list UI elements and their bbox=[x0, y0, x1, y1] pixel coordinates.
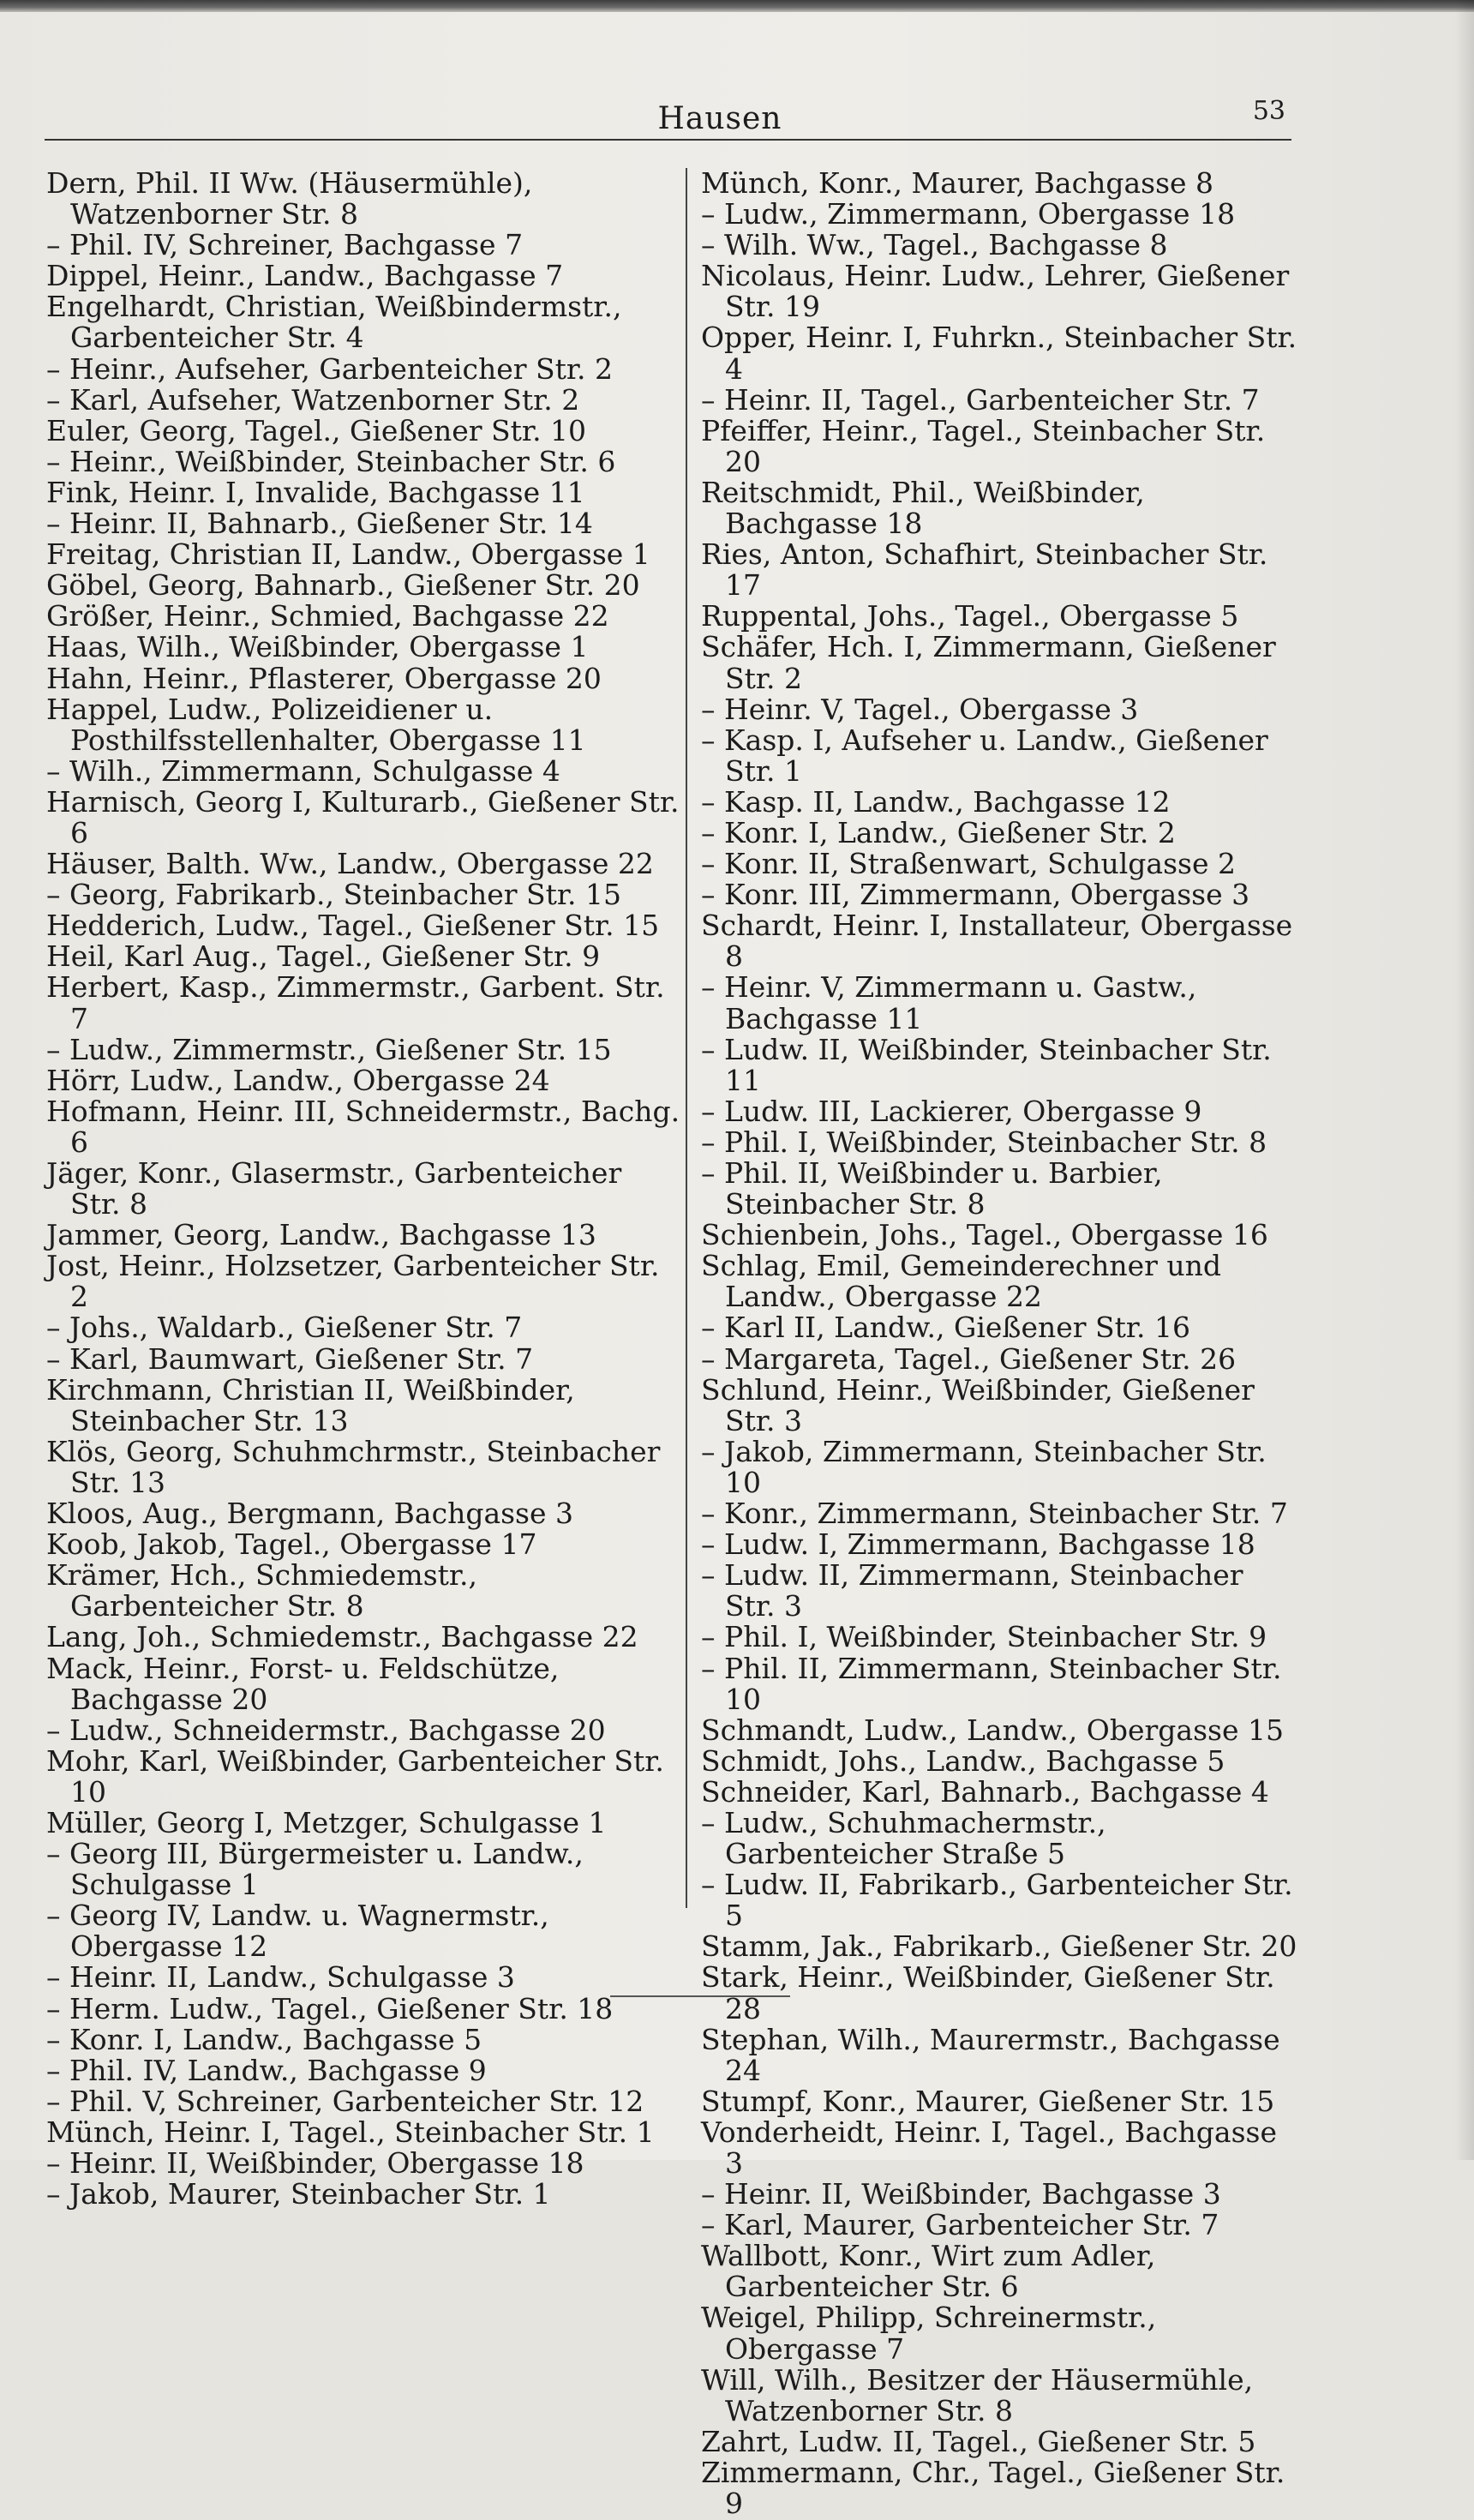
directory-entry: Stark, Heinr., Weißbinder, Gießener Str. 28 bbox=[701, 1960, 1275, 2025]
directory-entry: – Ludw., Zimmermstr., Gießener Str. 15 bbox=[46, 1032, 612, 1066]
directory-entry: – Heinr. II, Bahnarb., Gießener Str. 14 bbox=[46, 507, 593, 541]
page-title: Hausen bbox=[657, 101, 782, 136]
directory-entry: – Jakob, Zimmermann, Steinbacher Str. 10 bbox=[701, 1434, 1267, 1499]
directory-entry: Größer, Heinr., Schmied, Bachgasse 22 bbox=[46, 599, 609, 633]
directory-entry: Schlag, Emil, Gemeinderechner und Landw., Obergasse 22 bbox=[701, 1249, 1222, 1314]
directory-entry: Heil, Karl Aug., Tagel., Gießener Str. 9 bbox=[46, 939, 601, 974]
directory-column-left bbox=[46, 168, 680, 2210]
directory-entry: Stumpf, Konr., Maurer, Gießener Str. 15 bbox=[701, 2084, 1275, 2118]
directory-entry: – Heinr. V, Zimmermann u. Gastw., Bachgasse 11 bbox=[701, 970, 1197, 1035]
directory-entry: – Heinr. II, Weißbinder, Bachgasse 3 bbox=[701, 2177, 1221, 2211]
directory-entry: Stamm, Jak., Fabrikarb., Gießener Str. 20 bbox=[701, 1929, 1297, 1964]
directory-entry: Koob, Jakob, Tagel., Obergasse 17 bbox=[46, 1527, 537, 1562]
directory-entry: – Phil. II, Zimmermann, Steinbacher Str. 10 bbox=[701, 1651, 1282, 1716]
directory-entry: Vonderheidt, Heinr. I, Tagel., Bachgasse 3 bbox=[701, 2115, 1277, 2180]
directory-entry: – Ludw. II, Zimmermann, Steinbacher Str. 3 bbox=[701, 1558, 1243, 1623]
directory-entry: – Margareta, Tagel., Gießener Str. 26 bbox=[701, 1341, 1237, 1376]
directory-entry: Müller, Georg I, Metzger, Schulgasse 1 bbox=[46, 1805, 607, 1839]
directory-entry: Göbel, Georg, Bahnarb., Gießener Str. 20 bbox=[46, 568, 640, 603]
directory-entry: Mohr, Karl, Weißbinder, Garbenteicher Str. 10 bbox=[46, 1743, 664, 1809]
directory-entry: Lang, Joh., Schmiedemstr., Bachgasse 22 bbox=[46, 1620, 638, 1654]
directory-entry: Münch, Konr., Maurer, Bachgasse 8 bbox=[701, 166, 1214, 200]
directory-entry: – Ludw. II, Fabrikarb., Garbenteicher Str. 5 bbox=[701, 1868, 1293, 1933]
directory-entry: – Heinr. II, Landw., Schulgasse 3 bbox=[46, 1960, 515, 1995]
gutter-shadow bbox=[1455, 0, 1474, 2160]
directory-entry: Jost, Heinr., Holzsetzer, Garbenteicher Str. 2 bbox=[46, 1249, 660, 1314]
directory-entry: – Phil. II, Weißbinder u. Barbier, Steinbacher Str. 8 bbox=[701, 1156, 1163, 1221]
directory-entry: Hörr, Ludw., Landw., Obergasse 24 bbox=[46, 1063, 550, 1097]
directory-entry: – Karl, Maurer, Garbenteicher Str. 7 bbox=[701, 2208, 1219, 2242]
directory-entry: Dern, Phil. II Ww. (Häusermühle), Watzenborner Str. 8 bbox=[46, 166, 533, 231]
directory-entry: – Heinr., Weißbinder, Steinbacher Str. 6 bbox=[46, 444, 616, 478]
directory-entry: Happel, Ludw., Polizeidiener u. Posthilfsstellenhalter, Obergasse 11 bbox=[46, 692, 586, 757]
directory-entry: Herbert, Kasp., Zimmermstr., Garbent. Str. 7 bbox=[46, 970, 665, 1035]
directory-entry: – Phil. I, Weißbinder, Steinbacher Str. 8 bbox=[701, 1125, 1267, 1159]
directory-entry: Zimmermann, Chr., Tagel., Gießener Str. 9 bbox=[701, 2455, 1285, 2520]
directory-entry: Ruppental, Johs., Tagel., Obergasse 5 bbox=[701, 599, 1239, 633]
directory-entry: Hofmann, Heinr. III, Schneidermstr., Bachg. 6 bbox=[46, 1094, 680, 1159]
directory-entry: Krämer, Hch., Schmiedemstr., Garbenteicher Str. 8 bbox=[46, 1558, 478, 1623]
directory-entry: Häuser, Balth. Ww., Landw., Obergasse 22 bbox=[46, 847, 654, 881]
directory-entry: – Heinr. V, Tagel., Obergasse 3 bbox=[701, 692, 1139, 726]
directory-entry: – Wilh. Ww., Tagel., Bachgasse 8 bbox=[701, 228, 1168, 262]
header-rule bbox=[45, 139, 1291, 141]
directory-entry: Hahn, Heinr., Pflasterer, Obergasse 20 bbox=[46, 661, 602, 695]
directory-entry: Münch, Heinr. I, Tagel., Steinbacher Str. 1 bbox=[46, 2115, 655, 2149]
directory-entry: – Johs., Waldarb., Gießener Str. 7 bbox=[46, 1311, 523, 1345]
directory-entry: Dippel, Heinr., Landw., Bachgasse 7 bbox=[46, 259, 564, 293]
directory-entry: Jäger, Konr., Glasermstr., Garbenteicher Str. 8 bbox=[46, 1156, 622, 1221]
directory-column-right bbox=[701, 168, 1301, 2519]
directory-entry: – Ludw., Zimmermann, Obergasse 18 bbox=[701, 197, 1236, 231]
directory-entry: Schienbein, Johs., Tagel., Obergasse 16 bbox=[701, 1218, 1268, 1252]
directory-entry: Reitschmidt, Phil., Weißbinder, Bachgasse 18 bbox=[701, 475, 1145, 541]
directory-entry: Mack, Heinr., Forst- u. Feldschütze, Bachgasse 20 bbox=[46, 1651, 560, 1716]
directory-entry: – Kasp. II, Landw., Bachgasse 12 bbox=[701, 784, 1171, 819]
directory-entry: Harnisch, Georg I, Kulturarb., Gießener Str. 6 bbox=[46, 784, 680, 849]
directory-entry: – Phil. I, Weißbinder, Steinbacher Str. 9 bbox=[701, 1620, 1267, 1654]
directory-entry: Engelhardt, Christian, Weißbindermstr., Garbenteicher Str. 4 bbox=[46, 290, 622, 355]
directory-entry: – Konr. I, Landw., Gießener Str. 2 bbox=[701, 815, 1176, 849]
directory-entry: – Phil. IV, Schreiner, Bachgasse 7 bbox=[46, 228, 524, 262]
directory-entry: – Konr. II, Straßenwart, Schulgasse 2 bbox=[701, 847, 1236, 881]
directory-entry: Jammer, Georg, Landw., Bachgasse 13 bbox=[46, 1218, 596, 1252]
directory-entry: Freitag, Christian II, Landw., Obergasse 1 bbox=[46, 537, 650, 572]
directory-entry: Nicolaus, Heinr. Ludw., Lehrer, Gießener Str. 19 bbox=[701, 259, 1290, 324]
directory-entry: – Ludw. III, Lackierer, Obergasse 9 bbox=[701, 1094, 1202, 1128]
directory-entry: Schmandt, Ludw., Landw., Obergasse 15 bbox=[701, 1713, 1284, 1747]
directory-entry: Kloos, Aug., Bergmann, Bachgasse 3 bbox=[46, 1497, 574, 1531]
footer-rule bbox=[610, 1995, 790, 1997]
directory-entry: – Ludw., Schneidermstr., Bachgasse 20 bbox=[46, 1713, 606, 1747]
directory-entry: Klös, Georg, Schuhmchrmstr., Steinbacher Str. 13 bbox=[46, 1434, 661, 1499]
directory-entry: – Wilh., Zimmermann, Schulgasse 4 bbox=[46, 753, 560, 788]
directory-entry: – Karl, Baumwart, Gießener Str. 7 bbox=[46, 1341, 534, 1376]
directory-entry: Fink, Heinr. I, Invalide, Bachgasse 11 bbox=[46, 475, 585, 509]
directory-entry: Schneider, Karl, Bahnarb., Bachgasse 4 bbox=[701, 1774, 1269, 1809]
directory-entry: – Ludw., Schuhmachermstr., Garbenteicher Straße 5 bbox=[701, 1805, 1106, 1871]
directory-entry: – Karl, Aufseher, Watzenborner Str. 2 bbox=[46, 382, 580, 417]
directory-entry: Haas, Wilh., Weißbinder, Obergasse 1 bbox=[46, 630, 589, 664]
directory-entry: Will, Wilh., Besitzer der Häusermühle, Watzenborner Str. 8 bbox=[701, 2362, 1254, 2427]
directory-entry: – Georg III, Bürgermeister u. Landw., Schulgasse 1 bbox=[46, 1837, 584, 1902]
directory-entry: Stephan, Wilh., Maurermstr., Bachgasse 24 bbox=[701, 2022, 1280, 2087]
directory-entry: – Heinr. II, Tagel., Garbenteicher Str. 7 bbox=[701, 382, 1260, 417]
directory-entry: – Karl II, Landw., Gießener Str. 16 bbox=[701, 1311, 1191, 1345]
page-number: 53 bbox=[1252, 96, 1285, 126]
directory-entry: Opper, Heinr. I, Fuhrkn., Steinbacher Str. 4 bbox=[701, 321, 1297, 386]
directory-entry: Schmidt, Johs., Landw., Bachgasse 5 bbox=[701, 1743, 1225, 1778]
scan-edge-shadow bbox=[0, 0, 1474, 12]
directory-entry: – Heinr. II, Weißbinder, Obergasse 18 bbox=[46, 2146, 584, 2180]
directory-entry: – Konr., Zimmermann, Steinbacher Str. 7 bbox=[701, 1497, 1288, 1531]
directory-entry: Euler, Georg, Tagel., Gießener Str. 10 bbox=[46, 413, 587, 447]
directory-entry: Schardt, Heinr. I, Installateur, Obergasse 8 bbox=[701, 909, 1293, 974]
directory-entry: Schlund, Heinr., Weißbinder, Gießener Str. 3 bbox=[701, 1372, 1255, 1437]
directory-entry: Pfeiffer, Heinr., Tagel., Steinbacher Str. 20 bbox=[701, 413, 1266, 478]
directory-entry: Zahrt, Ludw. II, Tagel., Gießener Str. 5 bbox=[701, 2424, 1256, 2458]
directory-entry: – Herm. Ludw., Tagel., Gießener Str. 18 bbox=[46, 1991, 614, 2025]
directory-entry: Kirchmann, Christian II, Weißbinder, Steinbacher Str. 13 bbox=[46, 1372, 575, 1437]
directory-entry: Hedderich, Ludw., Tagel., Gießener Str. 15 bbox=[46, 909, 660, 943]
directory-entry: – Georg, Fabrikarb., Steinbacher Str. 15 bbox=[46, 878, 621, 912]
directory-entry: – Ludw. II, Weißbinder, Steinbacher Str. 11 bbox=[701, 1032, 1272, 1097]
directory-entry: – Ludw. I, Zimmermann, Bachgasse 18 bbox=[701, 1527, 1255, 1562]
directory-entry: – Georg IV, Landw. u. Wagnermstr., Obergasse 12 bbox=[46, 1899, 549, 1964]
directory-entry: – Konr. III, Zimmermann, Obergasse 3 bbox=[701, 878, 1250, 912]
directory-entry: – Phil. V, Schreiner, Garbenteicher Str. 12 bbox=[46, 2084, 644, 2118]
column-divider bbox=[686, 168, 687, 1908]
directory-entry: – Phil. IV, Landw., Bachgasse 9 bbox=[46, 2053, 487, 2087]
directory-entry: – Kasp. I, Aufseher u. Landw., Gießener Str. 1 bbox=[701, 723, 1268, 788]
directory-entry: Wallbott, Konr., Wirt zum Adler, Garbenteicher Str. 6 bbox=[701, 2239, 1156, 2304]
directory-entry: – Jakob, Maurer, Steinbacher Str. 1 bbox=[46, 2177, 551, 2211]
directory-entry: Ries, Anton, Schafhirt, Steinbacher Str. 17 bbox=[701, 537, 1268, 603]
directory-entry: – Konr. I, Landw., Bachgasse 5 bbox=[46, 2022, 482, 2056]
directory-entry: Schäfer, Hch. I, Zimmermann, Gießener Str. 2 bbox=[701, 630, 1276, 695]
directory-entry: Weigel, Philipp, Schreinermstr., Obergasse 7 bbox=[701, 2301, 1157, 2366]
directory-entry: – Heinr., Aufseher, Garbenteicher Str. 2 bbox=[46, 351, 613, 386]
